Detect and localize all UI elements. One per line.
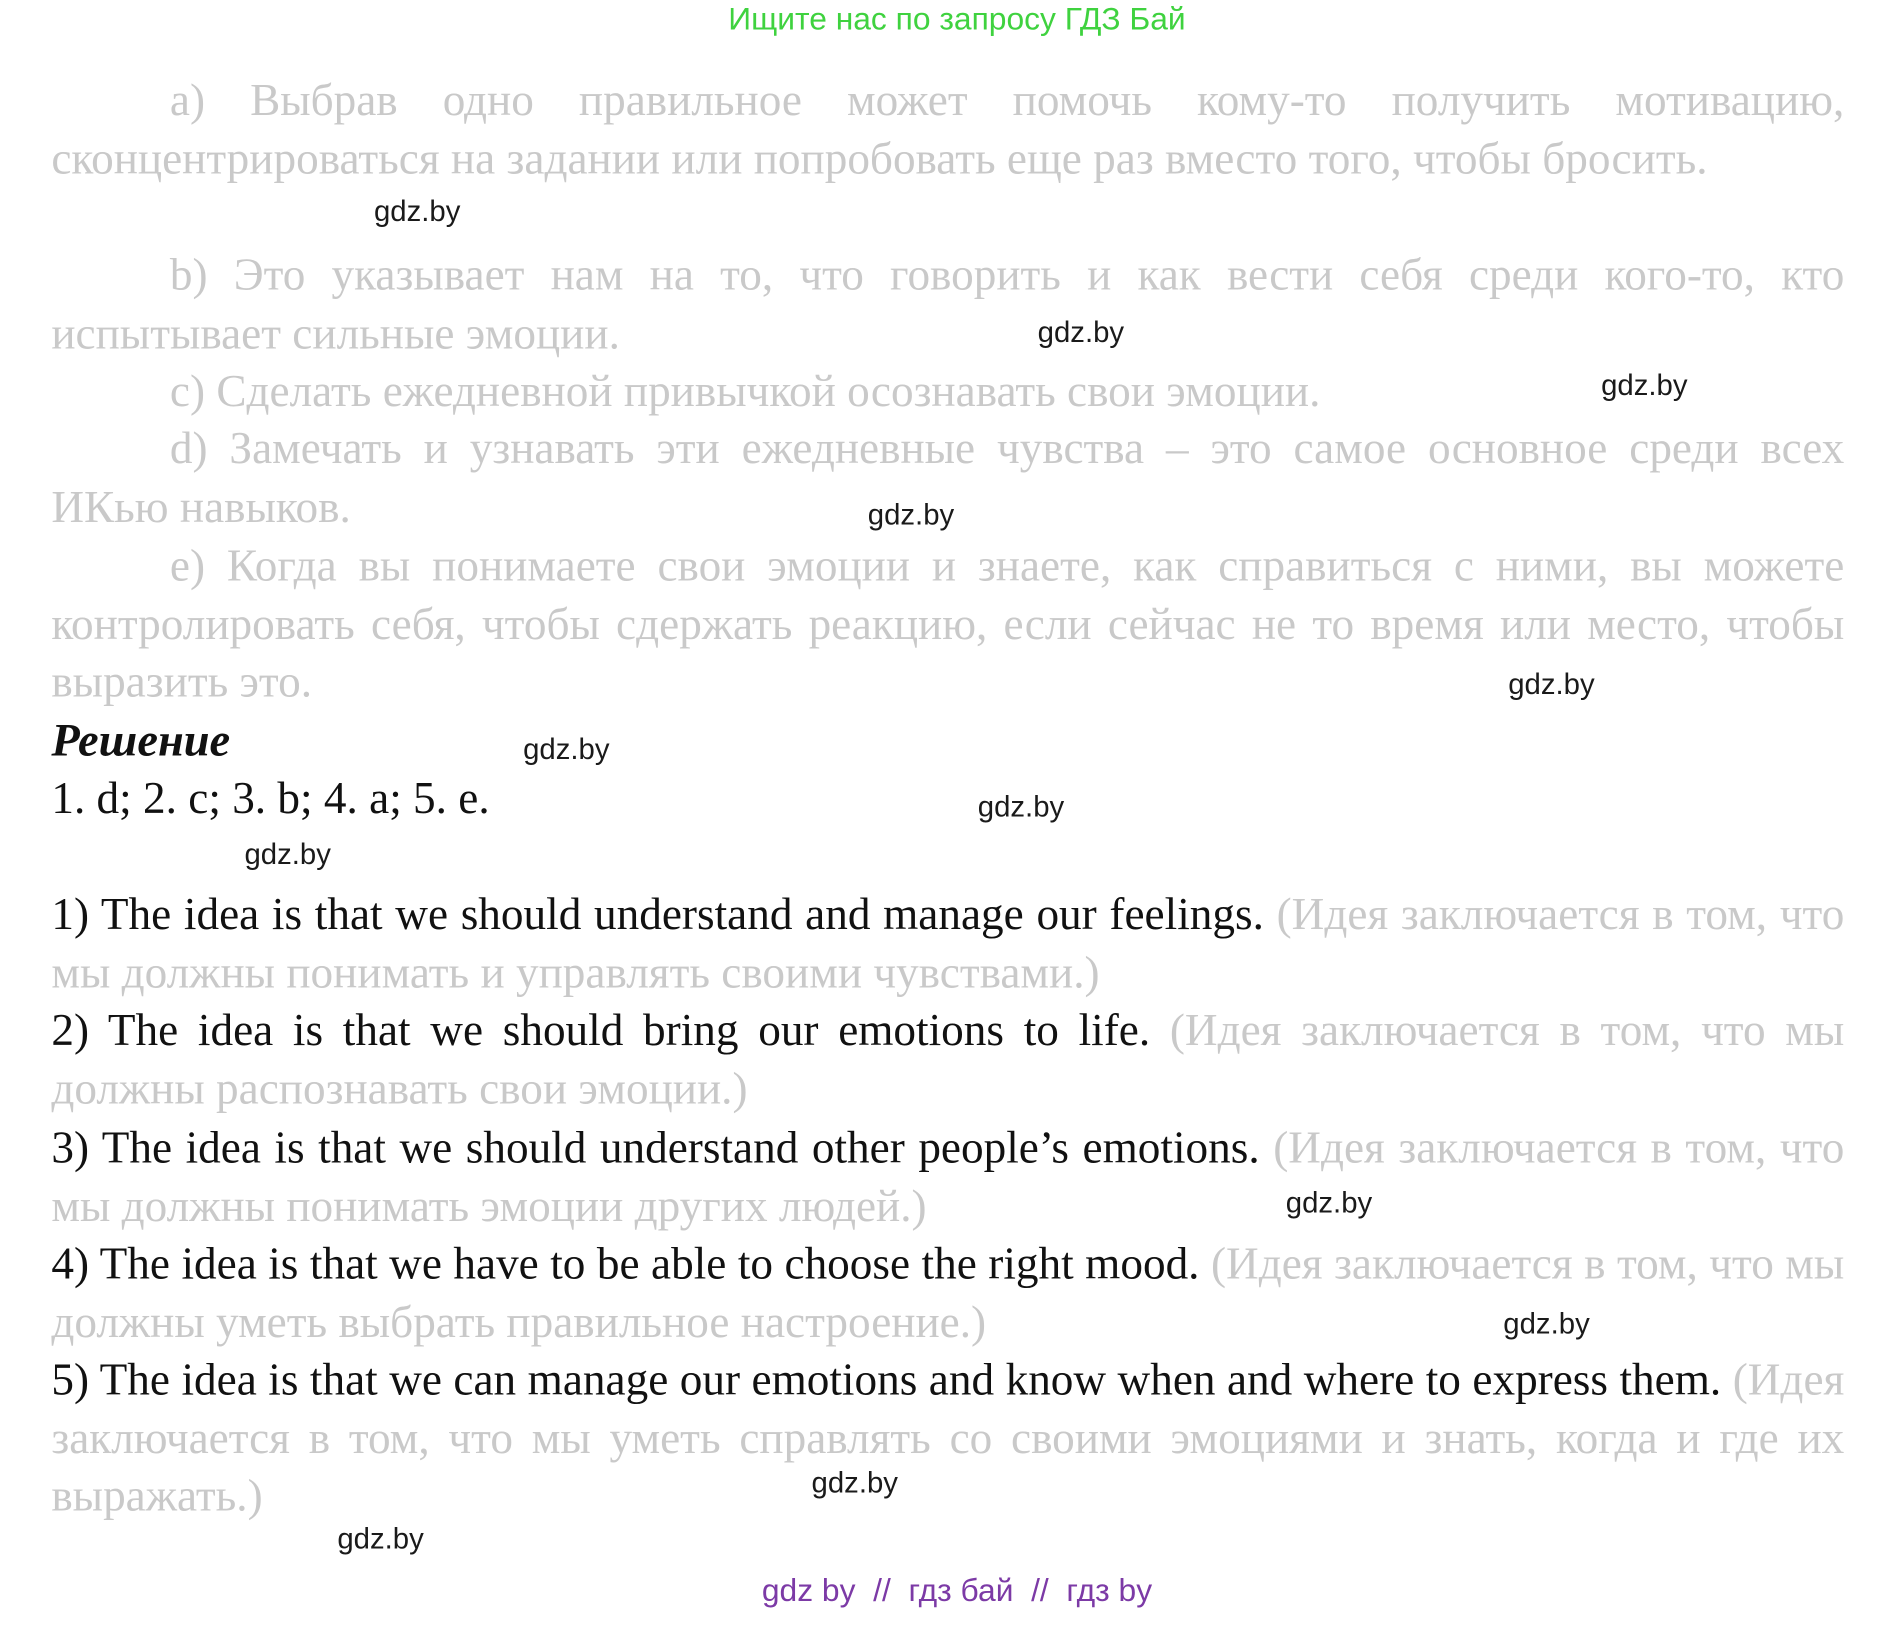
item-english: 3) The idea is that we should understand other people’s emotions. [51,1123,1260,1174]
watermark: gdz.by [1503,1307,1590,1341]
item-translation: (Идея заключается в том, что мы уметь справлять со своими эмоциями и знать, когда и где их выражать.) [51,1355,1845,1522]
option-c: c) Сделать ежедневной привычкой осознавать свои эмоции. [169,366,1321,417]
option-d: d) Замечать и узнавать эти ежедневные чувства – это самое основное среди всех ИКью навыков. [51,424,1845,533]
item-english: 4) The idea is that we have to be able to choose the right mood. [51,1239,1200,1290]
item-translation: (Идея заключается в том, что мы должны понимать и управлять своими чувствами.) [51,889,1845,998]
watermark: gdz.by [523,733,610,767]
watermark: gdz.by [867,498,955,532]
watermark: gdz.by [1037,316,1125,350]
watermark: gdz.by [244,838,331,872]
solution-item [51,1002,1844,1118]
footer-watermark: gdz by // гдз бай // гдз by [761,1571,1153,1609]
option-a: a) Выбрав одно правильное может помочь кому-то получить мотивацию, сконцентрироваться на задании или попробовать еще раз вместо того, чтобы бросить. [51,75,1845,184]
solution-item [51,1120,1844,1236]
item-translation: (Идея заключается в том, что мы должны распознавать свои эмоции.) [51,1005,1845,1115]
option-e: e) Когда вы понимаете свои эмоции и знаете, как справиться с ними, вы можете контролировать себя, чтобы сдержать реакцию, если сейчас не то время или место, чтобы выразить это. [51,541,1845,708]
top-banner: Ищите нас по запросу ГДЗ Бай [728,0,1186,37]
watermark: gdz.by [1508,668,1595,702]
solution-item [51,1352,1844,1526]
watermark: gdz.by [977,790,1065,824]
watermark: gdz.by [337,1522,424,1556]
watermark: gdz.by [373,195,461,229]
solution-item [51,886,1844,1002]
answer-key: 1. d; 2. c; 3. b; 4. a; 5. e. [51,773,490,824]
watermark: gdz.by [811,1466,898,1500]
watermark: gdz.by [1601,369,1688,403]
option-b: b) Это указывает нам на то, что говорить и как вести себя среди кого-то, кто испытывает сильные эмоции. [51,250,1845,359]
item-english: 1) The idea is that we should understand and manage our feelings. [51,889,1264,940]
item-translation: (Идея заключается в том, что мы должны понимать эмоции других людей.) [51,1123,1845,1232]
item-translation: (Идея заключается в том, что мы должны уметь выбрать правильное настроение.) [51,1239,1845,1348]
item-english: 5) The idea is that we can manage our emotions and know when and where to express them. [51,1355,1722,1406]
solution-heading: Решение [51,714,231,767]
item-english: 2) The idea is that we should bring our emotions to life. [51,1005,1151,1056]
watermark: gdz.by [1285,1186,1373,1220]
